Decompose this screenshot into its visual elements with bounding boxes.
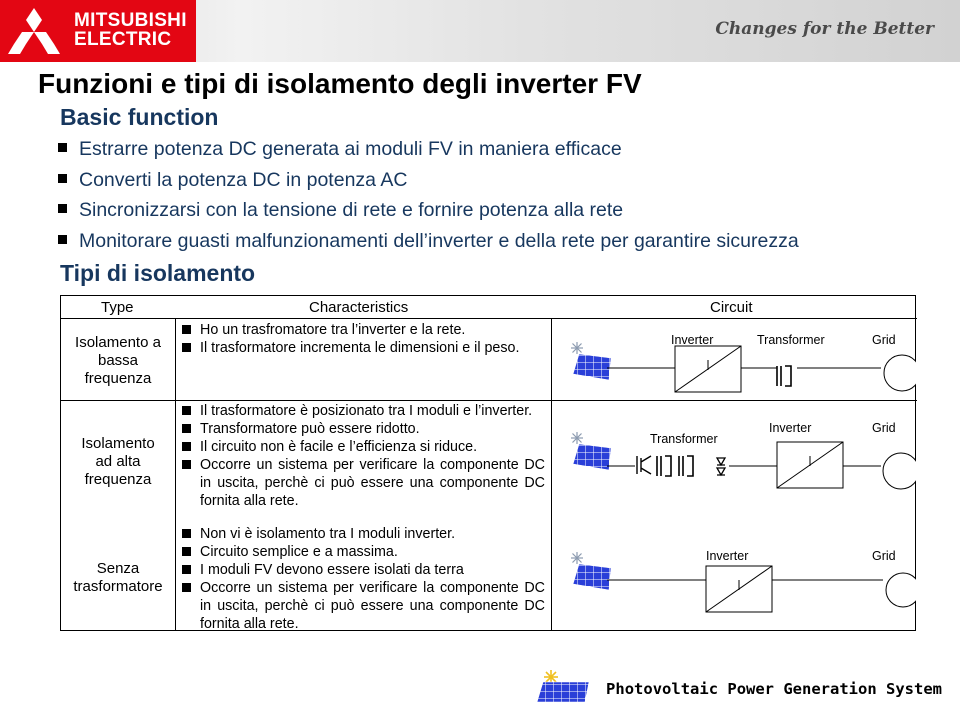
label-grid: Grid	[872, 333, 896, 347]
type-line: frequenza	[84, 370, 152, 387]
function-text: Monitorare guasti malfunzionamenti dell’inverter e della rete per garantire sicurezza	[79, 229, 799, 252]
inverter-icon	[706, 566, 772, 612]
characteristic-item: Il trasformatore incrementa le dimensioni e il peso.	[181, 339, 545, 357]
column-divider	[175, 318, 176, 631]
function-text: Converti la potenza DC in potenza AC	[79, 168, 408, 191]
page-title: Funzioni e tipi di isolamento degli inverter FV	[38, 68, 642, 99]
grid-icon	[883, 453, 916, 489]
function-item	[58, 199, 799, 230]
grid-icon	[884, 355, 916, 391]
characteristic-item: Non vi è isolamento tra I moduli inverter.	[181, 525, 545, 543]
function-text: Sincronizzarsi con la tensione di rete e fornire potenza alla rete	[79, 199, 624, 221]
type-transformerless	[61, 560, 175, 596]
brand-name	[74, 11, 187, 49]
inverter-icon	[675, 346, 741, 392]
function-item	[58, 230, 799, 261]
circuit-high-frequency	[571, 421, 916, 489]
header-characteristics: Characteristics	[309, 299, 409, 316]
type-low-frequency	[61, 334, 175, 388]
characteristic-item: I moduli FV devono essere isolati da terra	[181, 561, 545, 579]
brand-line1: MITSUBISHI	[74, 10, 187, 31]
transformer-icon	[657, 456, 671, 476]
transformer-icon	[679, 456, 693, 476]
type-line: frequenza	[84, 471, 152, 488]
circuit-low-frequency	[571, 333, 916, 392]
label-grid: Grid	[872, 549, 896, 563]
characteristic-item: Transformatore può essere ridotto.	[181, 420, 545, 438]
type-high-frequency	[61, 435, 175, 489]
pv-panel-icon	[571, 432, 611, 470]
header-type: Type	[101, 299, 134, 316]
grid-icon	[886, 573, 916, 607]
transformer-icon	[777, 366, 791, 386]
bullet-square-icon	[58, 235, 67, 244]
pv-panel-footer-icon	[537, 670, 591, 703]
label-transformer: Transformer	[757, 333, 825, 347]
isolation-types-heading: Tipi di isolamento	[60, 260, 256, 286]
type-line: bassa	[97, 352, 139, 369]
characteristic-item: Ho un trasfromatore tra l’inverter e la rete.	[181, 321, 545, 339]
characteristics-low-frequency	[181, 321, 545, 357]
label-inverter: Inverter	[706, 549, 749, 563]
type-line: Isolamento	[81, 435, 155, 452]
label-inverter: Inverter	[671, 333, 714, 347]
function-text: Estrarre potenza DC generata ai moduli FV in maniera efficace	[79, 138, 622, 160]
basic-function-heading: Basic function	[60, 104, 219, 130]
label-inverter: Inverter	[769, 421, 812, 435]
function-item	[58, 169, 799, 200]
diode-bridge-icon	[717, 458, 725, 475]
pv-panel-icon	[571, 342, 611, 380]
type-line: trasformatore	[73, 578, 163, 595]
characteristic-item: Occorre un sistema per verificare la componente DC in uscita, perchè ci può essere una componente DC fornita alla rete.	[181, 456, 545, 510]
type-line: Isolamento a	[75, 334, 161, 351]
header-circuit: Circuit	[710, 299, 753, 316]
characteristic-item: Circuito semplice e a massima.	[181, 543, 545, 561]
type-line: Senza	[96, 560, 140, 577]
label-grid: Grid	[872, 421, 896, 435]
header-bar	[0, 0, 960, 62]
pv-panel-icon	[571, 552, 611, 590]
inverter-icon	[777, 442, 843, 488]
characteristics-high-frequency	[181, 402, 545, 510]
circuit-diagrams	[551, 318, 916, 631]
function-item	[58, 138, 799, 169]
characteristic-item: Occorre un sistema per verificare la componente DC in uscita, perchè ci può essere una componente DC fornita alla rete.	[181, 579, 545, 633]
characteristic-item: Il trasformatore è posizionato tra I moduli e l’inverter.	[181, 402, 545, 420]
brand-line2: ELECTRIC	[74, 29, 172, 50]
circuit-transformerless	[571, 549, 916, 612]
bullet-square-icon	[58, 204, 67, 213]
bullet-square-icon	[58, 174, 67, 183]
type-line: ad alta	[95, 453, 141, 470]
characteristic-item: Il circuito non è facile e l’efficienza si riduce.	[181, 438, 545, 456]
function-list	[58, 138, 799, 260]
switch-icon	[637, 456, 651, 474]
footer-title: Photovoltaic Power Generation System	[606, 680, 942, 698]
bullet-square-icon	[58, 143, 67, 152]
isolation-table	[60, 295, 916, 631]
label-transformer: Transformer	[650, 432, 718, 446]
slogan: Changes for the Better	[715, 19, 934, 39]
brand-logo	[0, 0, 196, 62]
characteristics-transformerless	[181, 525, 545, 633]
three-diamonds-icon	[8, 6, 60, 56]
